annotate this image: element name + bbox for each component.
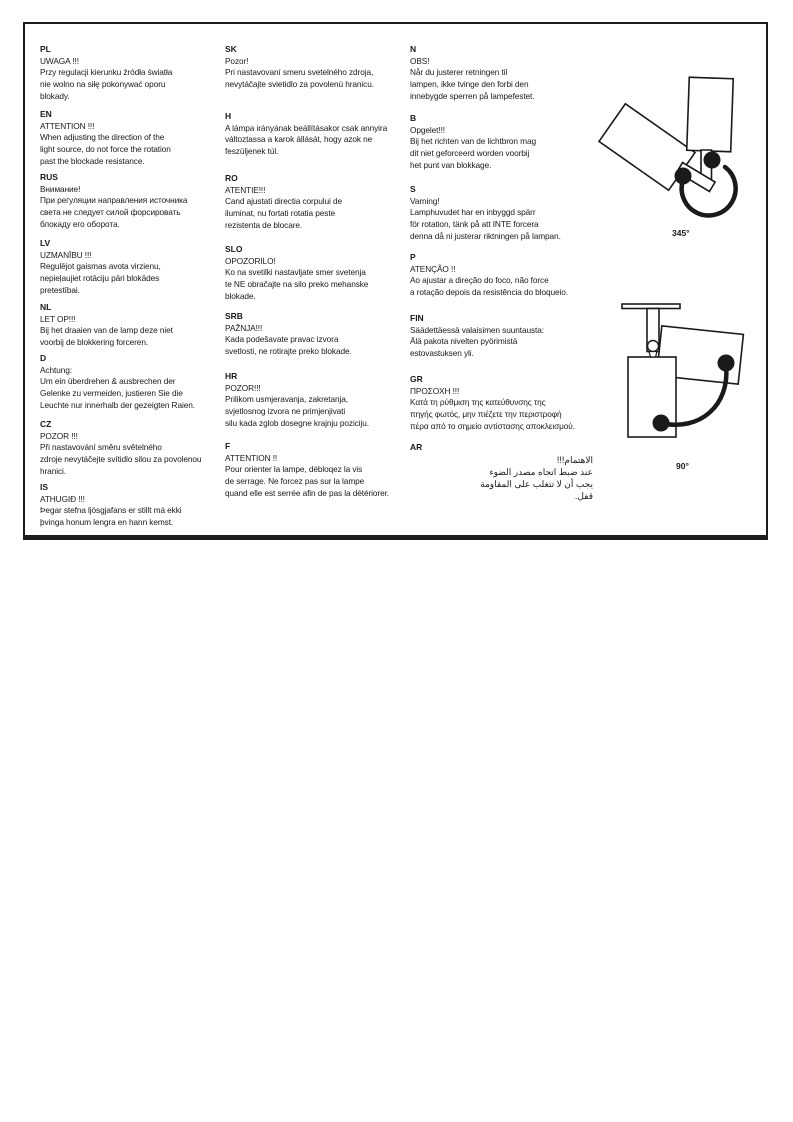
warning-section-b — [410, 113, 593, 172]
lang-code-rus: RUS — [40, 172, 58, 182]
warning-section-ar — [410, 442, 593, 502]
lang-code-h: H — [225, 111, 232, 121]
pivot-knob-icon — [653, 415, 670, 432]
warning-section-rus — [40, 172, 223, 231]
lang-code-srb: SRB — [225, 311, 243, 321]
warning-section-ro — [225, 173, 408, 232]
warning-section-d — [40, 353, 223, 412]
lang-code-hr: HR — [225, 371, 238, 381]
warning-section-h — [225, 111, 408, 158]
lang-text-pl: UWAGA !!! Przy regulacji kierunku źródła światła nie wolno na siłę pokonywać oporu blokady. — [40, 55, 173, 101]
lang-text-s: Varning! Lamphuvudet har en inbyggd spärr för rotation, tänk på att INTE forcera denna då ni justerar riktningen på lampan. — [410, 195, 561, 241]
lang-code-s: S — [410, 184, 416, 194]
spot-rotation-diagram — [595, 68, 755, 233]
lang-text-ar: الاهتمام!!! عند ضبط اتجاه مصدر الضوء يجب أن لا تتغلب على المقاومة قفل. — [480, 454, 593, 501]
warning-section-en — [40, 109, 223, 168]
lang-code-n: N — [410, 44, 417, 54]
warning-section-n — [410, 44, 593, 103]
warning-section-sk — [225, 44, 408, 91]
ball-joint-icon — [648, 341, 659, 352]
lang-text-ro: ATENTIE!!! Cand ajustati directia corpului de iluminat, nu fortati rotatia peste rezistenta de blocare. — [225, 184, 342, 230]
warning-section-lv — [40, 238, 223, 297]
lang-code-b: B — [410, 113, 417, 123]
lang-text-fin: Säädettäessä valaisimen suuntausta: Älä pakota nivelten pyörimistä estovastuksen yli. — [410, 324, 544, 359]
lang-code-cz: CZ — [40, 419, 52, 429]
lang-text-f: ATTENTION !! Pour orienter la lampe, débloqez la vis de serrage. Ne forcez pas sur la lampe quand elle est serrée afin de pas la détériorer. — [225, 452, 390, 498]
warning-section-p — [410, 252, 593, 299]
lang-text-cz: POZOR !!! Při nastavování směru světelného zdroje nevytáčejte svítidlo silou za povolenou hranici. — [40, 430, 202, 476]
warning-section-f — [225, 441, 408, 500]
warning-section-cz — [40, 419, 223, 478]
lang-code-lv: LV — [40, 238, 51, 248]
rotation-angle-label: 345° — [672, 228, 690, 238]
lang-text-gr: ΠΡΟΣΟΧΗ !!! Κατά τη ρύθμιση της κατεύθυνσης της πηγής φωτός, μην πιέζετε την περιστροφή πέρα από το σημείο αντίστασης αποκλεισμού. — [410, 385, 575, 431]
lang-code-slo: SLO — [225, 244, 243, 254]
lang-code-fin: FIN — [410, 313, 424, 323]
lang-text-slo: OPOZORILO! Ko na svetilki nastavljate smer svetenja te NE obračajte na silo preko mehanske blokade. — [225, 255, 369, 301]
tilt-angle-label: 90° — [676, 461, 689, 471]
warning-section-pl — [40, 44, 223, 103]
spot-tilt-diagram — [600, 295, 765, 480]
lang-text-is: ATHUGIÐ !!! Þegar stefna ljósgjafans er stillt má ekki þvinga honum lengra en hann kemst. — [40, 493, 182, 528]
lang-text-lv: UZMANĪBU !!! Regulējot gaismas avota virzienu, nepieļaujiet rotāciju pāri blokādes pretestībai. — [40, 249, 161, 295]
lang-code-is: IS — [40, 482, 49, 492]
lang-text-rus: Внимание! При регуляции направления источника света не следует силой форсировать блокаду его оборота. — [40, 183, 188, 229]
lang-code-ro: RO — [225, 173, 238, 183]
lang-text-h: A lámpa irányának beállításakor csak annyira változtassa a karok állását, hogy azok ne feszüljenek túl. — [225, 122, 388, 157]
lang-code-gr: GR — [410, 374, 423, 384]
lang-code-ar: AR — [410, 442, 423, 452]
lang-text-hr: POZOR!!! Prilikom usmjeravanja, zakretanja, svjetlosnog izvora ne primjenjivati silu kada zglob dosegne krajnju poziciju. — [225, 382, 369, 428]
lang-code-en: EN — [40, 109, 52, 119]
lang-text-srb: PAŽNJA!!! Kada podešavate pravac izvora svetlosti, ne rotirajte preko blokade. — [225, 322, 352, 357]
pivot-knob-icon — [675, 168, 692, 185]
lang-text-p: ATENÇÃO !! Ao ajustar a direção do foco, não force a rotação depois da resistência do bloqueio. — [410, 263, 568, 298]
pivot-knob-icon — [718, 355, 735, 372]
lang-text-n: OBS! Når du justerer retningen til lampen, ikke tvinge den forbi den innebygde sperren på lampefestet. — [410, 55, 535, 101]
lang-code-p: P — [410, 252, 416, 262]
warning-section-nl — [40, 302, 223, 349]
warning-section-fin — [410, 313, 593, 360]
lang-code-sk: SK — [225, 44, 237, 54]
warning-section-gr — [410, 374, 593, 433]
lang-code-nl: NL — [40, 302, 52, 312]
lang-text-nl: LET OP!!! Bij het draaien van de lamp deze niet voorbij de blokkering forceren. — [40, 313, 173, 348]
pivot-knob-icon — [704, 152, 721, 169]
warning-section-is — [40, 482, 223, 529]
lang-code-d: D — [40, 353, 47, 363]
lang-code-pl: PL — [40, 44, 51, 54]
warning-section-s — [410, 184, 593, 243]
lang-text-d: Achtung: Um ein überdrehen & ausbrechen der Gelenke zu vermeiden, justieren Sie die Leuchte nur innerhalb der gezeigten Raien. — [40, 364, 195, 410]
lang-text-sk: Pozor! Pri nastavovaní smeru svetelného zdroja, nevytáčajte svietidlo za povolenú hranicu. — [225, 55, 374, 90]
lang-code-f: F — [225, 441, 231, 451]
lang-text-en: ATTENTION !!! When adjusting the direction of the light source, do not force the rotation past the blockade resistance. — [40, 120, 171, 166]
warning-section-slo — [225, 244, 408, 303]
warning-section-hr — [225, 371, 408, 430]
lamp-head-upright — [687, 77, 734, 151]
lang-text-b: Opgelet!!! Bij het richten van de lichtbron mag dit niet geforceerd worden voorbij het punt van blokkage. — [410, 124, 536, 170]
joint-neck — [649, 352, 657, 358]
warning-section-srb — [225, 311, 408, 358]
